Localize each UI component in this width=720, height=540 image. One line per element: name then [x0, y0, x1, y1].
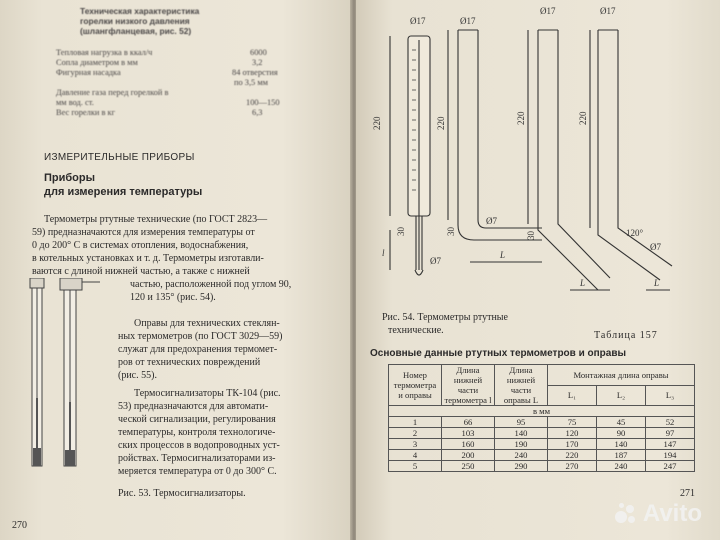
spec-row-label: Тепловая нагрузка в ккал/ч	[56, 48, 153, 57]
paragraph-line: в котельных установках и т. д. Термометры изготавли-	[32, 253, 264, 264]
page-number: 270	[12, 520, 27, 531]
paragraph-line: 53) предназначаются для автомати-	[118, 401, 269, 412]
paragraph-line: ческой сигнализации, регулирования	[118, 414, 276, 425]
header-col1: Номер термометра и оправы	[389, 365, 442, 406]
header-col3: Длина нижней части оправы L	[495, 365, 548, 406]
header-sub: L₁	[548, 385, 597, 406]
spec-row-value: 6,3	[252, 108, 263, 117]
table-cell: 75	[548, 417, 597, 428]
table-cell: 240	[495, 450, 548, 461]
spec-row-value: 100—150	[246, 98, 280, 107]
spec-row-label: мм вод. ст.	[56, 98, 94, 107]
paragraph-line: Термосигнализаторы ТК-104 (рис.	[134, 388, 281, 399]
table-cell: 240	[597, 461, 646, 472]
paragraph-line: Оправы для технических стеклян-	[134, 318, 280, 329]
dim-label: 120°	[626, 228, 644, 238]
spec-row-value: 84 отверстия	[232, 68, 278, 77]
spec-row-value: по 3,5 мм	[234, 78, 268, 87]
dim-label: l	[382, 248, 385, 258]
table-cell: 170	[548, 439, 597, 450]
thermometers-figure	[370, 0, 700, 310]
header-sub: L₂	[597, 385, 646, 406]
section-heading: ИЗМЕРИТЕЛЬНЫЕ ПРИБОРЫ	[44, 152, 195, 163]
table-cell: 90	[597, 428, 646, 439]
avito-logo-icon	[615, 503, 637, 525]
dim-label: 30	[396, 227, 406, 236]
table-cell: 3	[389, 439, 442, 450]
paragraph-line: ройствах. Термосигнализаторами из-	[118, 453, 276, 464]
dim-label: Ø7	[430, 256, 441, 266]
figure-caption: Рис. 53. Термосигнализаторы.	[118, 488, 246, 499]
table-cell: 120	[548, 428, 597, 439]
avito-watermark	[615, 500, 702, 528]
paragraph-line: температуры, контроля технологиче-	[118, 427, 276, 438]
dim-label: 30	[446, 227, 456, 236]
table-cell: 250	[442, 461, 495, 472]
dim-label: Ø17	[460, 16, 476, 26]
table-cell: 140	[495, 428, 548, 439]
table-cell: 270	[548, 461, 597, 472]
table-row	[389, 461, 695, 472]
paragraph-line: ваются с длиной нижней частью, а также с нижней	[32, 266, 250, 277]
figure-caption-line-1: Рис. 54. Термометры ртутные	[382, 312, 508, 323]
table-cell: 66	[442, 417, 495, 428]
table-row	[389, 417, 695, 428]
dim-label: Ø17	[410, 16, 426, 26]
spec-title-line-2: горелки низкого давления	[80, 16, 190, 26]
units-row: в мм	[389, 406, 695, 417]
header-col2: Длина нижней части термометра l	[442, 365, 495, 406]
spec-row-label: Вес горелки в кг	[56, 108, 116, 117]
paragraph-line: меряется температура от 0 до 300° С.	[118, 466, 277, 477]
table-cell: 5	[389, 461, 442, 472]
page-number-right: 271	[680, 488, 695, 499]
dim-label: Ø17	[540, 6, 556, 16]
dim-label: Ø7	[486, 216, 497, 226]
paragraph-line: 59) предназначаются для измерения температуры от	[32, 227, 255, 238]
paragraph-line: ских процессов в водопроводных уст-	[118, 440, 280, 451]
table-row	[389, 439, 695, 450]
paragraph-line: (рис. 55).	[118, 370, 157, 381]
spec-row-label: Давление газа перед горелкой в	[56, 88, 169, 97]
subheading-line-2: для измерения температуры	[44, 186, 203, 198]
table-row	[389, 428, 695, 439]
header-sub: L₃	[646, 385, 695, 406]
dim-label: 220	[436, 116, 446, 130]
table-cell: 52	[646, 417, 695, 428]
dim-label: L	[580, 278, 586, 288]
table-cell: 103	[442, 428, 495, 439]
thermosignalizer-figure	[20, 278, 112, 478]
paragraph-line: 0 до 200° С в системах отопления, водоснабжения,	[32, 240, 249, 251]
avito-wordmark: Avito	[642, 500, 702, 527]
dim-label: L	[500, 250, 506, 260]
table-cell: 2	[389, 428, 442, 439]
dim-label: Ø17	[600, 6, 616, 16]
table-cell: 147	[646, 439, 695, 450]
paragraph-line: 120 и 135° (рис. 54).	[130, 292, 216, 303]
spec-row-label: Фигурная насадка	[56, 68, 121, 77]
left-page	[0, 0, 352, 540]
table-cell: 140	[597, 439, 646, 450]
paragraph-line: ров от технических повреждений	[118, 357, 261, 368]
spec-row-label: Сопла диаметром в мм	[56, 58, 138, 67]
dim-label: 30	[526, 231, 536, 240]
table-cell: 95	[495, 417, 548, 428]
table-cell: 220	[548, 450, 597, 461]
table-cell: 200	[442, 450, 495, 461]
table-cell: 194	[646, 450, 695, 461]
table-label: Таблица 157	[594, 330, 658, 341]
dim-label: 220	[578, 111, 588, 125]
table-cell: 190	[495, 439, 548, 450]
table-cell: 1	[389, 417, 442, 428]
paragraph-line: частью, расположенной под углом 90,	[130, 279, 292, 290]
table-cell: 290	[495, 461, 548, 472]
table-title: Основные данные ртутных термометров и оправы	[370, 348, 627, 359]
table-cell: 160	[442, 439, 495, 450]
paragraph-line: служат для предохранения термомет-	[118, 344, 278, 355]
table-row	[389, 450, 695, 461]
table-cell: 4	[389, 450, 442, 461]
paragraph-line: Термометры ртутные технические (по ГОСТ 2823—	[44, 214, 268, 225]
dim-label: L	[654, 278, 660, 288]
figure-caption-line-2: технические.	[388, 325, 444, 336]
table-cell: 187	[597, 450, 646, 461]
spec-row-value: 6000	[250, 48, 267, 57]
dim-label: 220	[372, 116, 382, 130]
subheading-line-1: Приборы	[44, 172, 96, 184]
thermometer-table	[388, 364, 695, 472]
table-cell: 97	[646, 428, 695, 439]
spec-title-line-3: (шлангфланцевая, рис. 52)	[80, 26, 192, 36]
spec-row-value: 3,2	[252, 58, 263, 67]
dim-label: Ø7	[650, 242, 661, 252]
header-group: Монтажная длина оправы	[548, 365, 695, 386]
table-cell: 45	[597, 417, 646, 428]
dim-label: 220	[516, 111, 526, 125]
paragraph-line: ных термометров (по ГОСТ 3029—59)	[118, 331, 283, 342]
spec-title-line-1: Техническая характеристика	[80, 6, 200, 16]
table-cell: 247	[646, 461, 695, 472]
